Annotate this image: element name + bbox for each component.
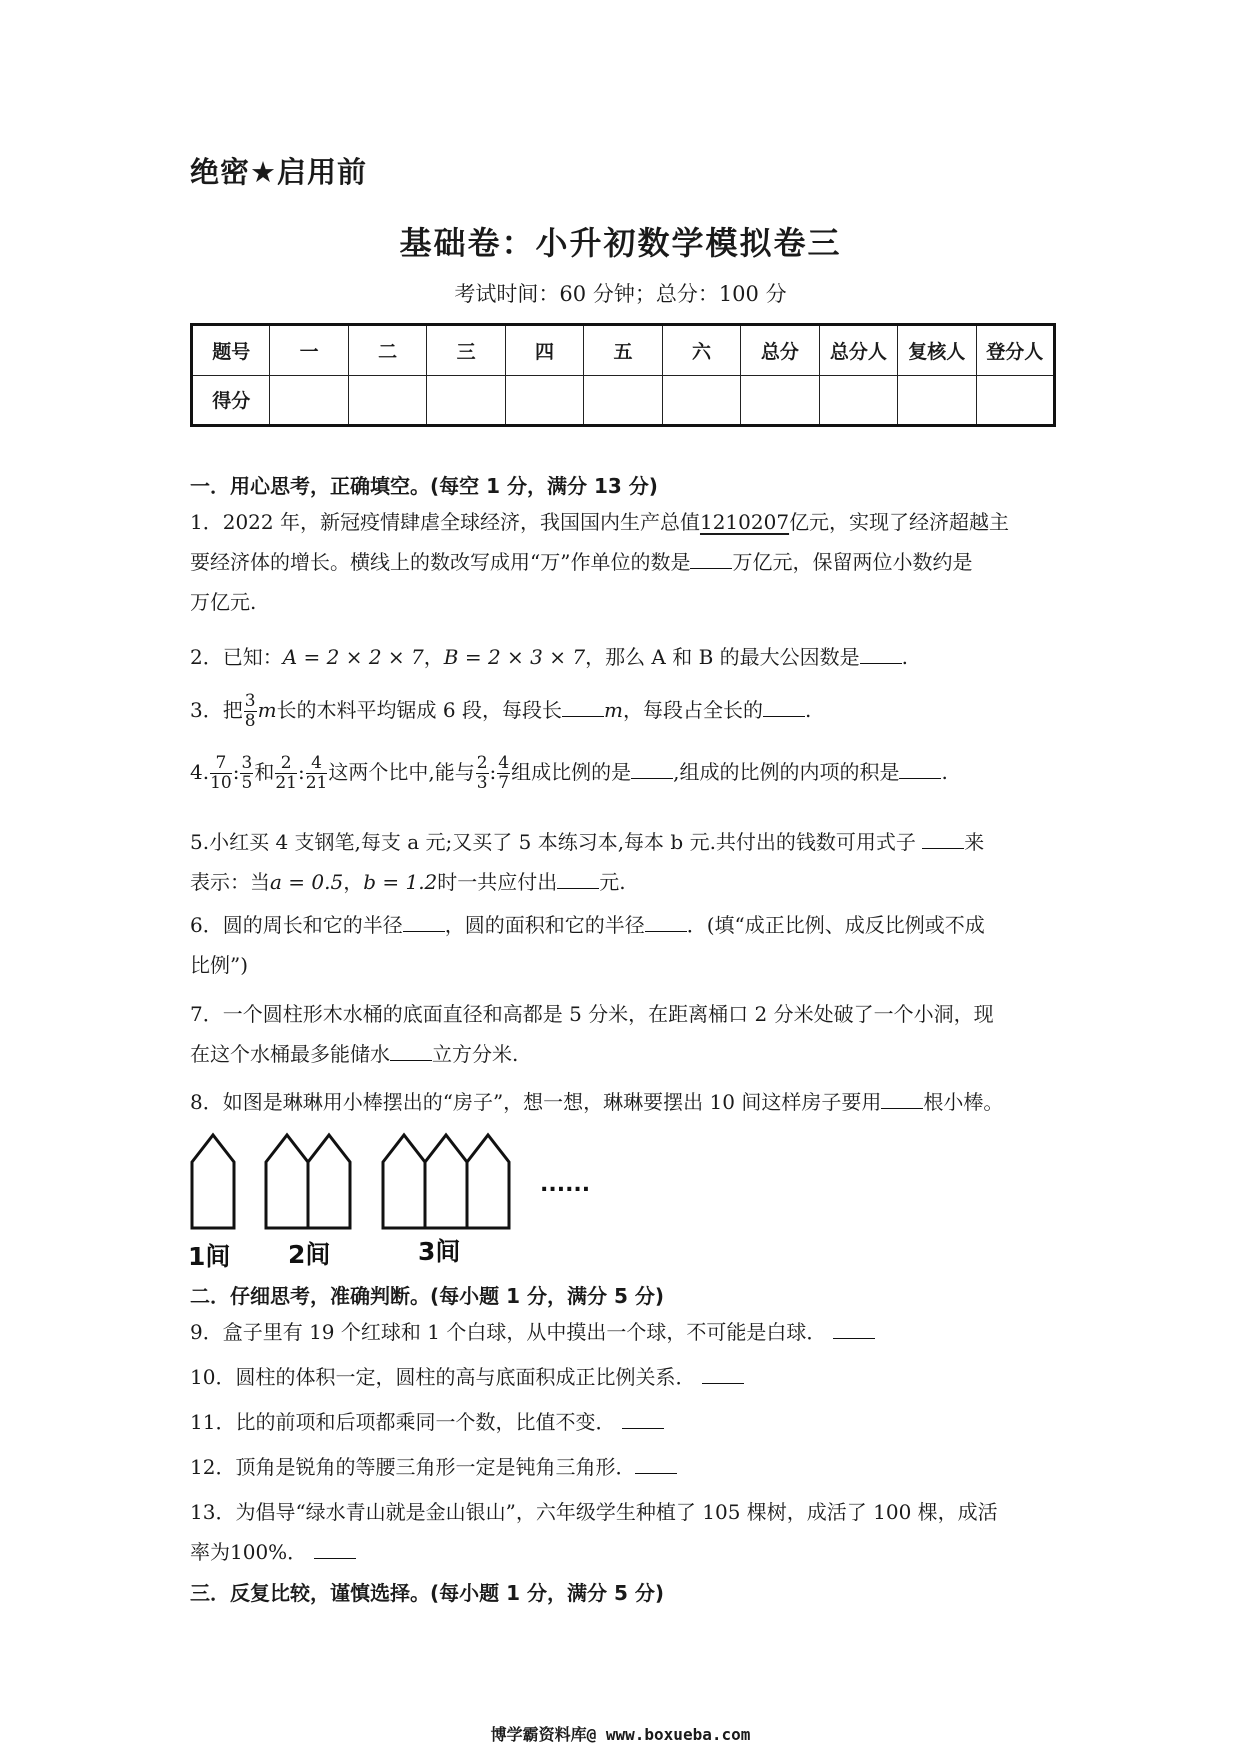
score-table (190, 323, 1056, 427)
q7-text: 7．一个圆柱形木水桶的底面直径和高都是 5 分米，在距离桶口 2 分米处破了一个小洞，现 (190, 1002, 994, 1026)
answer-blank[interactable] (860, 645, 902, 664)
answer-blank[interactable] (899, 760, 941, 779)
fraction-numerator: 4 (306, 754, 328, 774)
score-cell[interactable] (662, 375, 740, 426)
ratio-colon: : (297, 760, 305, 784)
answer-blank[interactable] (922, 830, 964, 849)
score-table-header-cell: 二 (348, 325, 426, 376)
fraction (244, 692, 257, 731)
answer-blank[interactable] (557, 870, 599, 889)
secret-label: 绝密★启用前 (190, 155, 367, 189)
fraction-denominator: 10 (210, 773, 232, 793)
q4-text: 组成比例的是 (511, 760, 632, 784)
q4-text: . (941, 760, 948, 784)
score-cell[interactable] (348, 375, 426, 426)
question-5 (190, 822, 1060, 902)
answer-blank[interactable] (833, 1320, 875, 1339)
fraction-numerator: 3 (244, 691, 256, 711)
answer-blank[interactable] (631, 760, 673, 779)
q3-text: . (804, 698, 812, 722)
answer-blank[interactable] (562, 698, 604, 717)
q2-text: 2．已知： (190, 645, 283, 669)
ratio-colon: : (489, 760, 497, 784)
q6-text: ．(填“成正比例、成反比例或不成 (686, 913, 985, 937)
fraction (476, 754, 489, 793)
footer-watermark: 博学霸资料库@ www.boxueba.com (490, 1725, 751, 1744)
question-2 (190, 637, 1060, 677)
score-cell[interactable] (584, 375, 662, 426)
q1-text: 万亿元. (190, 590, 257, 614)
fraction-denominator: 21 (275, 773, 297, 793)
q5-expr-a: a = 0.5 (270, 870, 344, 894)
score-table-header-cell: 三 (427, 325, 505, 376)
q5-text: 元. (599, 870, 626, 894)
section-3-heading: 三．反复比较，谨慎选择。(每小题 1 分，满分 5 分) (190, 1581, 664, 1605)
fraction-numerator: 7 (210, 754, 232, 774)
question-12 (190, 1447, 1060, 1487)
house-label-2: 2间 (288, 1240, 331, 1269)
fraction-denominator: 5 (241, 773, 253, 793)
score-table-header-cell: 总分人 (819, 325, 897, 376)
q3-text: 3．把 (190, 698, 243, 722)
score-table-header-cell: 四 (505, 325, 583, 376)
house-3 (383, 1135, 509, 1228)
answer-blank[interactable] (314, 1540, 356, 1559)
score-cell[interactable] (898, 375, 976, 426)
question-10 (190, 1357, 1060, 1397)
q4-text: 这两个比中,能与 (328, 760, 475, 784)
q13-text: 率为100%． (190, 1540, 308, 1564)
score-cell[interactable] (505, 375, 583, 426)
q5-expr-b: b = 1.2 (363, 870, 438, 894)
score-cell[interactable] (427, 375, 505, 426)
score-row-label: 得分 (192, 375, 270, 426)
q8-text: 8．如图是琳琳用小棒摆出的“房子”，想一想，琳琳要摆出 10 间这样房子要用 (190, 1090, 882, 1114)
fraction-denominator: 21 (305, 773, 328, 793)
answer-blank[interactable] (645, 913, 687, 932)
fraction (240, 754, 253, 793)
answer-blank[interactable] (622, 1410, 664, 1429)
score-table-header-cell: 六 (662, 325, 740, 376)
q12-text: 12．顶角是锐角的等腰三角形一定是钝角三角形． (190, 1455, 636, 1479)
fraction-denominator: 7 (498, 773, 510, 793)
q3-text: ，每段占全长的 (622, 698, 763, 722)
ratio-colon: : (232, 760, 240, 784)
q2-text: ，那么 A 和 B 的最大公因数是 (585, 645, 860, 669)
fraction (210, 754, 232, 793)
q13-text: 13．为倡导“绿水青山就是金山银山”，六年级学生种植了 105 棵树，成活了 100 棵，成活 (190, 1500, 998, 1524)
q5-sep: ， (343, 870, 364, 894)
fraction-numerator: 2 (476, 753, 488, 773)
q6-text: 比例”) (190, 953, 249, 977)
question-6 (190, 905, 1060, 985)
ellipsis-dots: ...... (540, 1172, 591, 1197)
question-11 (190, 1402, 1060, 1442)
question-9 (190, 1312, 1060, 1352)
fraction (497, 754, 510, 793)
q6-text: 6．圆的周长和它的半径 (190, 913, 403, 937)
question-1 (190, 502, 1060, 622)
score-cell[interactable] (270, 375, 348, 426)
score-table-header-cell: 五 (584, 325, 662, 376)
q11-text: 11．比的前项和后项都乘同一个数，比值不变． (190, 1410, 616, 1434)
q2-expr-a: A = 2 × 2 × 7 (282, 645, 424, 669)
question-13 (190, 1492, 1060, 1572)
q1-text: 万亿元，保留两位小数约是 (732, 550, 973, 574)
fraction-denominator: 3 (476, 773, 488, 793)
q2-sep: ， (423, 645, 444, 669)
q8-text: 根小棒。 (923, 1090, 1004, 1114)
q2-text: . (901, 645, 909, 669)
q4-text: 和 (254, 760, 275, 784)
fraction-numerator: 3 (241, 753, 253, 773)
section-2-heading: 二．仔细思考，准确判断。(每小题 1 分，满分 5 分) (190, 1284, 664, 1308)
q9-text: 9．盒子里有 19 个红球和 1 个白球，从中摸出一个球，不可能是白球． (190, 1320, 827, 1344)
house-label-1: 1间 (188, 1242, 231, 1271)
q6-text: ，圆的面积和它的半径 (444, 913, 645, 937)
unit: m (603, 698, 623, 722)
section-1-heading: 一．用心思考，正确填空。(每空 1 分，满分 13 分) (190, 474, 658, 498)
score-table-header-cell: 题号 (192, 325, 270, 376)
score-table-header-cell: 一 (270, 325, 348, 376)
question-7 (190, 994, 1060, 1074)
q3-text: 长的木料平均锯成 6 段，每段长 (276, 698, 562, 722)
score-cell[interactable] (976, 375, 1054, 426)
fraction (275, 754, 297, 793)
house-1 (192, 1135, 234, 1228)
answer-blank[interactable] (403, 913, 445, 932)
question-8 (190, 1082, 1060, 1122)
house-2 (266, 1135, 350, 1228)
fraction-numerator: 4 (498, 753, 510, 773)
q10-text: 10．圆柱的体积一定，圆柱的高与底面积成正比例关系． (190, 1365, 696, 1389)
exam-info: 考试时间：60 分钟；总分：100 分 (454, 282, 787, 306)
score-table-header-cell: 复核人 (898, 325, 976, 376)
score-table-header-row (192, 325, 1055, 376)
score-cell[interactable] (819, 375, 897, 426)
q4-number: 4. (190, 760, 210, 784)
page-title: 基础卷：小升初数学模拟卷三 (399, 224, 842, 262)
score-table-header-cell: 登分人 (976, 325, 1054, 376)
question-3 (190, 690, 1060, 731)
q1-text: 要经济体的增长。横线上的数改写成用“万”作单位的数是 (190, 550, 691, 574)
question-4 (190, 752, 1060, 793)
answer-blank[interactable] (881, 1090, 923, 1109)
q1-text: 1．2022 年，新冠疫情肆虐全球经济，我国国内生产总值 (190, 510, 700, 534)
q5-text: 来 (964, 830, 985, 854)
answer-blank[interactable] (763, 698, 805, 717)
answer-blank[interactable] (390, 1042, 432, 1061)
unit: m (257, 698, 277, 722)
score-cell[interactable] (741, 375, 819, 426)
q1-underlined-number: 1210207 (699, 510, 790, 534)
q7-text: 在这个水桶最多能储水 (190, 1042, 390, 1066)
q2-expr-b: B = 2 × 3 × 7 (443, 645, 586, 669)
house-label-3: 3间 (418, 1237, 461, 1266)
fraction-numerator: 2 (275, 754, 297, 774)
answer-blank[interactable] (635, 1455, 677, 1474)
answer-blank[interactable] (702, 1365, 744, 1384)
q5-text: 时一共应付出 (437, 870, 558, 894)
q5-text: 5.小红买 4 支钢笔,每支 a 元;又买了 5 本练习本,每本 b 元.共付出的钱数可用式子 (190, 830, 916, 854)
q4-text: ,组成的比例的内项的积是 (673, 760, 900, 784)
fraction (306, 754, 328, 793)
fraction-denominator: 8 (244, 711, 256, 731)
q7-text: 立方分米. (432, 1042, 519, 1066)
houses-figure (188, 1130, 608, 1275)
q5-text: 表示：当 (190, 870, 270, 894)
score-table-header-cell: 总分 (741, 325, 819, 376)
answer-blank[interactable] (690, 550, 732, 569)
q1-text: 亿元，实现了经济超越主 (789, 510, 1010, 534)
score-table-score-row (192, 375, 1055, 426)
